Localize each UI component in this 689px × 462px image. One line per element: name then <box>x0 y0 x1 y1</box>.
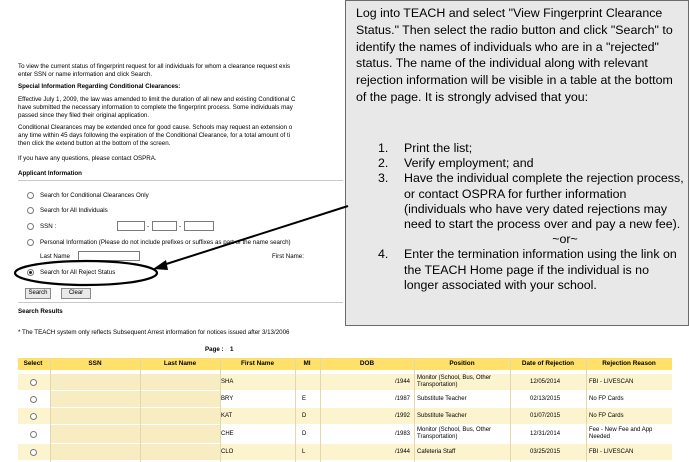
col-mi: MI <box>303 360 311 367</box>
divider <box>18 302 343 303</box>
callout-or-separator: ~or~ <box>552 232 578 247</box>
option-label: Personal Information (Please do not include prefixes or suffixes as part of the name search) <box>40 239 291 246</box>
special-p2-line-3: then click the extend button at the bottom of the screen. <box>18 140 171 147</box>
redacted-last-name <box>140 374 220 390</box>
row-select-radio[interactable] <box>30 449 37 456</box>
subsequent-arrest-note: * The TEACH system only reflects Subsequent Arrest information for notices issued after 3/13/2006 <box>18 329 290 336</box>
special-p2-line-2: any time within 45 days following the expiration of the Conditional Clearance, for a total amount of ti <box>18 132 291 139</box>
redacted-last-name <box>140 425 220 443</box>
callout-steps-list <box>356 141 686 293</box>
cell-position: Monitor (School, Bus, Other <box>417 375 492 381</box>
option-label: SSN : <box>40 223 57 230</box>
special-p1-line-2: have submitted the necessary information to complete the fingerprint process. Some individuals may <box>18 104 293 111</box>
callout-intro-text: Log into TEACH and select "View Fingerprint Clearance Status." Then select the radio button and click "Search" to identify the names of individuals who are in a "rejected" status. The name of the individual along with relevant rejection information will be visible in a table at the bottom of the page. It is strongly advised that you: <box>356 6 673 104</box>
redacted-last-name <box>140 408 220 424</box>
redacted-ssn <box>50 391 140 407</box>
cell-date-of-rejection: 12/31/2014 <box>530 431 561 437</box>
callout-step <box>356 171 686 247</box>
col-last-name: Last Name <box>163 360 197 367</box>
cell-first-name: CLO <box>221 449 234 455</box>
radio-ssn[interactable] <box>27 223 34 230</box>
cell-position: Monitor (School, Bus, Other <box>417 427 492 433</box>
special-info-heading: Special Information Regarding Conditional Clearances: <box>18 83 181 90</box>
callout-step <box>356 141 686 156</box>
clear-button[interactable]: Clear <box>61 288 91 299</box>
ssn-dash: - <box>179 223 182 230</box>
table-gridline <box>414 358 415 462</box>
cell-first-name: SHA <box>221 379 234 385</box>
first-name-label: First Name: <box>272 253 304 260</box>
cell-position: Substitute Teacher <box>417 413 467 419</box>
step-text: Print the list; <box>404 141 473 155</box>
highlight-ellipse <box>12 258 160 290</box>
intro-line-1: To view the current status of fingerprint request for all individuals for whom a clearance request exis <box>18 63 291 70</box>
redacted-ssn <box>50 408 140 424</box>
cell-mi: D <box>302 431 307 437</box>
callout-step <box>356 247 686 293</box>
cell-rejection-reason: FBI - LIVESCAN <box>589 449 634 455</box>
option-label: Search for All Reject Status <box>40 269 116 276</box>
redacted-last-name <box>140 444 220 460</box>
special-p1-line-1: Effective July 1, 2009, the law was amended to limit the duration of all new and existing Conditional C <box>18 96 296 103</box>
cell-dob: /1987 <box>395 396 411 402</box>
page-label: Page : <box>205 346 224 353</box>
intro-line-2: enter SSN or name information and click Search. <box>18 71 153 78</box>
table-gridline <box>220 358 221 462</box>
radio-conditional-clearances[interactable] <box>27 192 34 199</box>
step-number: 4. <box>378 247 389 262</box>
special-p1-line-3: passed since they filed their original application. <box>18 112 150 119</box>
radio-personal-info[interactable] <box>27 239 34 246</box>
search-button[interactable]: Search <box>25 288 51 299</box>
col-rejection-reason: Rejection Reason <box>602 360 656 367</box>
table-gridline <box>586 358 587 462</box>
special-p2-line-1: Conditional Clearances may be extended once for good cause. Schools may request an extension o <box>18 124 293 131</box>
step-number: 3. <box>378 171 389 186</box>
table-gridline <box>320 358 321 462</box>
instruction-callout <box>345 0 689 326</box>
cell-dob: /1992 <box>395 413 411 419</box>
cell-dob: /1983 <box>395 431 411 437</box>
cell-first-name: KAT <box>221 413 233 419</box>
col-ssn: SSN <box>88 360 102 367</box>
redacted-ssn <box>50 374 140 390</box>
cell-dob: /1944 <box>395 449 411 455</box>
col-date-of-rejection: Date of Rejection <box>521 360 575 367</box>
contact-ospra-text: If you have any questions, please contact OSPRA. <box>18 155 157 162</box>
row-select-radio[interactable] <box>30 413 37 420</box>
callout-arrow <box>150 200 360 280</box>
step-text: Have the individual complete the rejection process, or contact OSPRA for further information (individuals who have very dated rejections may need to start the process over and pay a new fee). <box>404 171 684 232</box>
cell-mi: D <box>302 413 307 419</box>
callout-step <box>356 156 686 171</box>
cell-dob: /1944 <box>395 379 411 385</box>
applicant-info-heading: Applicant Information <box>18 170 82 177</box>
cell-date-of-rejection: 12/05/2014 <box>530 379 561 385</box>
step-text: Enter the termination information using the link on the TEACH Home page if the individual is no longer associated with your school. <box>404 247 677 292</box>
redacted-ssn <box>50 425 140 443</box>
cell-mi: E <box>302 396 307 402</box>
cell-date-of-rejection: 02/13/2015 <box>530 396 561 402</box>
cell-rejection-reason-line-2: Needed <box>589 434 611 440</box>
redacted-last-name <box>140 391 220 407</box>
step-number: 2. <box>378 156 389 171</box>
cell-first-name: BRY <box>221 396 234 402</box>
option-label: Search for Conditional Clearances Only <box>40 192 149 199</box>
cell-date-of-rejection: 01/07/2015 <box>530 413 561 419</box>
cell-position: Substitute Teacher <box>417 396 467 402</box>
cell-rejection-reason: FBI - LIVESCAN <box>589 379 634 385</box>
search-results-heading: Search Results <box>18 308 63 315</box>
cell-mi: L <box>302 449 306 455</box>
cell-rejection-reason: Fee - New Fee and App <box>589 427 653 433</box>
cell-first-name: CHE <box>221 431 234 437</box>
divider <box>18 180 343 181</box>
col-first-name: First Name <box>240 360 275 367</box>
row-select-radio[interactable] <box>30 379 37 386</box>
row-select-radio[interactable] <box>30 431 37 438</box>
col-position: Position <box>449 360 475 367</box>
step-number: 1. <box>378 141 389 155</box>
table-gridline <box>140 358 141 462</box>
radio-all-individuals[interactable] <box>27 207 34 214</box>
cell-position: Cafeteria Staff <box>417 449 456 455</box>
col-dob: DOB <box>359 360 375 367</box>
col-select: Select <box>23 360 43 367</box>
ssn-input-part-1[interactable] <box>117 221 145 231</box>
cell-position-line-2: Transportation) <box>417 382 458 388</box>
table-gridline <box>295 358 296 462</box>
table-gridline <box>50 358 51 462</box>
ssn-dash: - <box>147 223 150 230</box>
page-number: 1 <box>230 346 234 353</box>
step-text: Verify employment; and <box>404 156 534 171</box>
cell-rejection-reason: No FP Cards <box>589 396 624 402</box>
cell-date-of-rejection: 03/25/2015 <box>530 449 561 455</box>
cell-position-line-2: Transportation) <box>417 434 458 440</box>
table-gridline <box>510 358 511 462</box>
last-name-label: Last Name <box>40 253 70 260</box>
cell-rejection-reason: No FP Cards <box>589 413 624 419</box>
redacted-ssn <box>50 444 140 460</box>
row-select-radio[interactable] <box>30 396 37 403</box>
option-label: Search for All Individuals <box>40 207 108 214</box>
